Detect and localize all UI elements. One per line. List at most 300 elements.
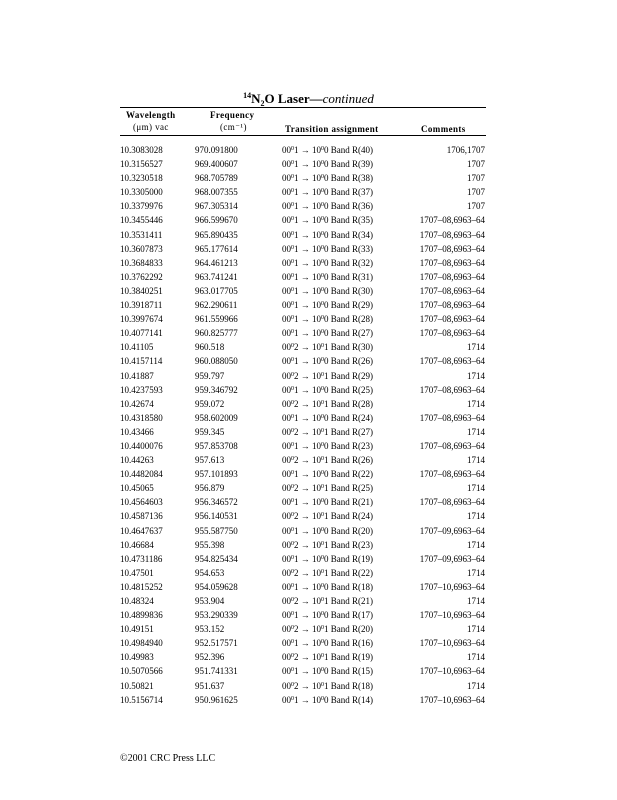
frequency-cell: 958.602009 — [195, 412, 238, 423]
wavelength-cell: 10.46684 — [120, 539, 154, 550]
frequency-cell: 954.653 — [195, 567, 225, 578]
table-row — [0, 679, 617, 693]
frequency-cell: 957.853708 — [195, 440, 238, 451]
comments-cell: 1707–09,6963–64 — [419, 553, 485, 564]
branch-label: R(21) — [352, 596, 373, 606]
transition-cell: $00^01 \to 10^00$ Band R(39) — [282, 159, 373, 170]
table-row — [0, 636, 617, 650]
upper-level: 1 — [294, 553, 299, 564]
table-row — [0, 369, 617, 383]
upper-level: 1 — [294, 271, 299, 282]
transition-cell: $00^01 \to 10^00$ Band R(16) — [282, 638, 373, 649]
branch-label: R(20) — [352, 525, 373, 536]
upper-level: 1 — [294, 666, 299, 677]
upper-level: 1 — [294, 159, 299, 170]
branch-label: R(36) — [352, 201, 373, 212]
wavelength-cell: 10.4984940 — [120, 638, 163, 649]
frequency-cell: 953.904 — [195, 596, 225, 606]
comments-cell: 1707–08,6963–64 — [419, 285, 485, 296]
lower-level: 0 — [324, 384, 329, 395]
branch-label: R(22) — [352, 567, 373, 578]
comments-cell: 1707 — [467, 173, 485, 184]
lower-level: 0 — [324, 581, 329, 592]
upper-level: 2 — [294, 426, 299, 437]
branch-label: R(14) — [352, 694, 373, 705]
lower-level: 0 — [324, 638, 329, 649]
transition-cell: $00^02 \to 10^01$ Band R(27) — [282, 426, 373, 437]
table-row — [0, 383, 617, 397]
upper-level: 1 — [294, 173, 299, 184]
lower-level: 1 — [324, 511, 329, 522]
comments-cell: 1707–08,6963–64 — [419, 384, 485, 395]
wavelength-cell: 10.5156714 — [120, 694, 163, 705]
wavelength-cell: 10.3455446 — [120, 215, 163, 226]
table-row — [0, 467, 617, 481]
isotope-number: 14 — [243, 91, 252, 100]
upper-level: 2 — [294, 624, 299, 635]
wavelength-cell: 10.42674 — [120, 398, 154, 409]
wavelength-cell: 10.4564603 — [120, 497, 163, 508]
lower-level: 1 — [324, 455, 329, 466]
upper-level: 2 — [294, 511, 299, 522]
upper-level: 1 — [294, 187, 299, 198]
transition-cell: $00^01 \to 10^00$ Band R(38) — [282, 173, 373, 184]
lower-level: 1 — [324, 370, 329, 381]
branch-label: R(32) — [352, 257, 373, 268]
comments-cell: 1714 — [467, 398, 485, 409]
branch-label: R(31) — [352, 271, 373, 282]
transition-cell: $00^01 \to 10^00$ Band R(25) — [282, 384, 373, 395]
frequency-cell: 964.461213 — [195, 257, 238, 268]
frequency-cell: 970.091800 — [195, 145, 238, 155]
frequency-cell: 966.599670 — [195, 215, 238, 226]
lower-level: 0 — [324, 271, 329, 282]
wavelength-cell: 10.49151 — [120, 624, 154, 635]
wavelength-cell: 10.4157114 — [120, 356, 163, 367]
lower-level: 1 — [324, 539, 329, 550]
wavelength-cell: 10.4899836 — [120, 610, 163, 621]
branch-label: R(39) — [352, 159, 373, 170]
lower-level: 1 — [324, 398, 329, 409]
table-row — [0, 453, 617, 467]
wavelength-cell: 10.3156527 — [120, 159, 163, 170]
frequency-cell: 956.346572 — [195, 497, 238, 508]
table-row — [0, 524, 617, 538]
wavelength-cell: 10.4237593 — [120, 384, 163, 395]
lower-level: 1 — [324, 483, 329, 494]
branch-label: R(34) — [352, 229, 373, 240]
comments-cell: 1707–08,6963–64 — [419, 328, 485, 339]
transition-cell: $00^02 \to 10^01$ Band R(28) — [282, 398, 373, 409]
top-rule — [120, 107, 486, 108]
title-suffix: O Laser— — [264, 91, 323, 106]
transition-cell: $00^01 \to 10^00$ Band R(36) — [282, 201, 373, 212]
transition-cell: $00^01 \to 10^00$ Band R(30) — [282, 285, 373, 296]
frequency-cell: 969.400607 — [195, 159, 238, 170]
transition-cell: $00^01 \to 10^00$ Band R(31) — [282, 271, 373, 282]
branch-label: R(23) — [352, 539, 373, 550]
frequency-cell: 960.088050 — [195, 356, 238, 367]
upper-level: 1 — [294, 328, 299, 339]
frequency-cell: 956.879 — [195, 483, 225, 494]
comments-cell: 1714 — [467, 483, 485, 494]
wavelength-cell: 10.4077141 — [120, 328, 163, 339]
wavelength-cell: 10.3230518 — [120, 173, 163, 184]
table-row — [0, 481, 617, 495]
table-row — [0, 439, 617, 453]
comments-cell: 1707–08,6963–64 — [419, 300, 485, 311]
upper-level: 1 — [294, 384, 299, 395]
wavelength-cell: 10.41887 — [120, 370, 154, 381]
comments-cell: 1707–08,6963–64 — [419, 356, 485, 367]
comments-cell: 1714 — [467, 426, 485, 437]
header-wavelength-unit: (μm) vac — [133, 122, 169, 132]
lower-level: 0 — [324, 525, 329, 536]
branch-label: R(21) — [352, 497, 373, 508]
lower-level: 0 — [324, 356, 329, 367]
molecule-subscript: 2 — [260, 99, 265, 108]
transition-cell: $00^01 \to 10^00$ Band R(33) — [282, 243, 373, 254]
lower-level: 0 — [324, 300, 329, 311]
frequency-cell: 957.101893 — [195, 469, 238, 480]
lower-level: 1 — [324, 680, 329, 691]
wavelength-cell: 10.4400076 — [120, 440, 163, 451]
frequency-cell: 950.961625 — [195, 694, 238, 705]
comments-cell: 1707–08,6963–64 — [419, 412, 485, 423]
lower-level: 0 — [324, 440, 329, 451]
frequency-cell: 955.398 — [195, 539, 225, 550]
wavelength-cell: 10.3997674 — [120, 314, 163, 325]
comments-cell: 1714 — [467, 680, 485, 691]
upper-level: 2 — [294, 539, 299, 550]
comments-cell: 1707–10,6963–64 — [419, 666, 485, 677]
lower-level: 0 — [324, 328, 329, 339]
frequency-cell: 953.290339 — [195, 610, 238, 621]
comments-cell: 1707–10,6963–64 — [419, 694, 485, 705]
comments-cell: 1707–10,6963–64 — [419, 610, 485, 621]
wavelength-cell: 10.4647637 — [120, 525, 163, 536]
branch-label: R(19) — [352, 652, 373, 663]
upper-level: 1 — [294, 412, 299, 423]
upper-level: 1 — [294, 145, 299, 155]
transition-cell: $00^01 \to 10^00$ Band R(19) — [282, 553, 373, 564]
table-row — [0, 425, 617, 439]
wavelength-cell: 10.41105 — [120, 342, 154, 353]
lower-level: 0 — [324, 229, 329, 240]
wavelength-cell: 10.3762292 — [120, 271, 163, 282]
transition-cell: $00^02 \to 10^01$ Band R(29) — [282, 370, 373, 381]
branch-label: R(38) — [352, 173, 373, 184]
table-row — [0, 171, 617, 185]
frequency-cell: 963.741241 — [195, 271, 238, 282]
comments-cell: 1714 — [467, 370, 485, 381]
branch-label: R(30) — [352, 342, 373, 353]
table-row — [0, 538, 617, 552]
transition-cell: $00^01 \to 10^00$ Band R(35) — [282, 215, 373, 226]
lower-level: 0 — [324, 187, 329, 198]
transition-cell: $00^02 \to 10^01$ Band R(25) — [282, 483, 373, 494]
branch-label: R(26) — [352, 455, 373, 466]
comments-cell: 1707–08,6963–64 — [419, 271, 485, 282]
comments-cell: 1707–08,6963–64 — [419, 497, 485, 508]
continued-label: continued — [322, 91, 374, 106]
table-row — [0, 411, 617, 425]
branch-label: R(27) — [352, 328, 373, 339]
comments-cell: 1707 — [467, 159, 485, 170]
table-row — [0, 340, 617, 354]
comments-cell: 1714 — [467, 539, 485, 550]
branch-label: R(22) — [352, 469, 373, 480]
upper-level: 1 — [294, 610, 299, 621]
table-row — [0, 509, 617, 523]
wavelength-cell: 10.4587136 — [120, 511, 163, 522]
table-row — [0, 326, 617, 340]
comments-cell: 1707–08,6963–64 — [419, 469, 485, 480]
upper-level: 1 — [294, 314, 299, 325]
lower-level: 0 — [324, 553, 329, 564]
lower-level: 0 — [324, 285, 329, 296]
branch-label: R(18) — [352, 581, 373, 592]
transition-cell: $00^02 \to 10^01$ Band R(18) — [282, 680, 373, 691]
upper-level: 1 — [294, 581, 299, 592]
table-row — [0, 580, 617, 594]
transition-cell: $00^01 \to 10^00$ Band R(14) — [282, 694, 373, 705]
wavelength-cell: 10.4318580 — [120, 412, 163, 423]
table-row — [0, 270, 617, 284]
branch-label: R(24) — [352, 412, 373, 423]
transition-cell: $00^02 \to 10^01$ Band R(26) — [282, 455, 373, 466]
lower-level: 0 — [324, 173, 329, 184]
wavelength-cell: 10.47501 — [120, 567, 154, 578]
upper-level: 1 — [294, 638, 299, 649]
frequency-cell: 968.705789 — [195, 173, 238, 184]
branch-label: R(28) — [352, 398, 373, 409]
transition-cell: $00^01 \to 10^00$ Band R(32) — [282, 257, 373, 268]
table-row — [0, 143, 617, 157]
comments-cell: 1707–08,6963–64 — [419, 229, 485, 240]
frequency-cell: 960.825777 — [195, 328, 238, 339]
branch-label: R(16) — [352, 638, 373, 649]
page-title — [0, 91, 617, 108]
lower-level: 1 — [324, 426, 329, 437]
frequency-cell: 951.637 — [195, 680, 225, 691]
frequency-cell: 963.017705 — [195, 285, 238, 296]
frequency-cell: 956.140531 — [195, 511, 238, 522]
transition-cell: $00^01 \to 10^00$ Band R(15) — [282, 666, 373, 677]
branch-label: R(33) — [352, 243, 373, 254]
branch-label: R(15) — [352, 666, 373, 677]
comments-cell: 1714 — [467, 511, 485, 522]
branch-label: R(18) — [352, 680, 373, 691]
frequency-cell: 968.007355 — [195, 187, 238, 198]
comments-cell: 1707–09,6963–64 — [419, 525, 485, 536]
transition-cell: $00^01 \to 10^00$ Band R(28) — [282, 314, 373, 325]
header-transition: Transition assignment — [285, 124, 379, 134]
lower-level: 0 — [324, 145, 329, 155]
lower-level: 1 — [324, 567, 329, 578]
table-row — [0, 199, 617, 213]
table-row — [0, 298, 617, 312]
wavelength-cell: 10.3840251 — [120, 285, 163, 296]
branch-label: R(28) — [352, 314, 373, 325]
branch-label: R(20) — [352, 624, 373, 635]
lower-level: 1 — [324, 342, 329, 353]
wavelength-cell: 10.3607873 — [120, 243, 163, 254]
table-row — [0, 256, 617, 270]
table-row — [0, 693, 617, 707]
comments-cell: 1707–08,6963–64 — [419, 314, 485, 325]
lower-level: 0 — [324, 243, 329, 254]
copyright-footer: ©2001 CRC Press LLC — [120, 753, 216, 764]
frequency-cell: 965.177614 — [195, 243, 238, 254]
table-row — [0, 185, 617, 199]
wavelength-cell: 10.3531411 — [120, 229, 163, 240]
header-comments: Comments — [421, 124, 466, 134]
comments-cell: 1707–10,6963–64 — [419, 581, 485, 592]
table-row — [0, 495, 617, 509]
transition-cell: $00^02 \to 10^01$ Band R(19) — [282, 652, 373, 663]
lower-level: 0 — [324, 666, 329, 677]
table-row — [0, 397, 617, 411]
lower-level: 0 — [324, 497, 329, 508]
upper-level: 1 — [294, 356, 299, 367]
frequency-cell: 951.741331 — [195, 666, 238, 677]
transition-cell: $00^01 \to 10^00$ Band R(21) — [282, 497, 373, 508]
frequency-cell: 954.059628 — [195, 581, 238, 592]
table-row — [0, 664, 617, 678]
table-row — [0, 622, 617, 636]
table-row — [0, 157, 617, 171]
comments-cell: 1707–08,6963–64 — [419, 257, 485, 268]
upper-level: 1 — [294, 229, 299, 240]
lower-level: 0 — [324, 159, 329, 170]
upper-level: 2 — [294, 680, 299, 691]
lower-level: 0 — [324, 610, 329, 621]
upper-level: 1 — [294, 285, 299, 296]
branch-label: R(23) — [352, 440, 373, 451]
wavelength-cell: 10.4815252 — [120, 581, 163, 592]
transition-cell: $00^01 \to 10^00$ Band R(18) — [282, 581, 373, 592]
transition-cell: $00^02 \to 10^01$ Band R(23) — [282, 539, 373, 550]
frequency-cell: 961.559966 — [195, 314, 238, 325]
comments-cell: 1714 — [467, 455, 485, 466]
lower-level: 0 — [324, 314, 329, 325]
frequency-cell: 959.345 — [195, 426, 225, 437]
transition-cell: $00^02 \to 10^01$ Band R(30) — [282, 342, 373, 353]
lower-level: 0 — [324, 215, 329, 226]
table-row — [0, 354, 617, 368]
comments-cell: 1707 — [467, 187, 485, 198]
frequency-cell: 967.305314 — [195, 201, 238, 212]
branch-label: R(40) — [352, 145, 373, 155]
upper-level: 1 — [294, 215, 299, 226]
comments-cell: 1714 — [467, 652, 485, 663]
branch-label: R(19) — [352, 553, 373, 564]
branch-label: R(26) — [352, 356, 373, 367]
branch-label: R(25) — [352, 384, 373, 395]
table-row — [0, 312, 617, 326]
branch-label: R(29) — [352, 370, 373, 381]
upper-level: 2 — [294, 455, 299, 466]
lower-level: 0 — [324, 694, 329, 705]
upper-level: 1 — [294, 440, 299, 451]
wavelength-cell: 10.43466 — [120, 426, 154, 437]
upper-level: 1 — [294, 243, 299, 254]
upper-level: 2 — [294, 342, 299, 353]
branch-label: R(25) — [352, 483, 373, 494]
branch-label: R(30) — [352, 285, 373, 296]
branch-label: R(17) — [352, 610, 373, 621]
frequency-cell: 952.396 — [195, 652, 225, 663]
upper-level: 1 — [294, 257, 299, 268]
upper-level: 1 — [294, 497, 299, 508]
wavelength-cell: 10.3379976 — [120, 201, 163, 212]
lower-level: 0 — [324, 412, 329, 423]
wavelength-cell: 10.4482084 — [120, 469, 163, 480]
upper-level: 1 — [294, 694, 299, 705]
transition-cell: $00^01 \to 10^00$ Band R(37) — [282, 187, 373, 198]
comments-cell: 1707–10,6963–64 — [419, 638, 485, 649]
transition-cell: $00^01 \to 10^00$ Band R(24) — [282, 412, 373, 423]
wavelength-cell: 10.44263 — [120, 455, 154, 466]
frequency-cell: 954.825434 — [195, 553, 238, 564]
transition-cell: $00^02 \to 10^01$ Band R(21) — [282, 596, 373, 606]
branch-label: R(35) — [352, 215, 373, 226]
table-row — [0, 608, 617, 622]
transition-cell: $00^02 \to 10^01$ Band R(20) — [282, 624, 373, 635]
table-row — [0, 228, 617, 242]
molecule-prefix: N — [251, 91, 261, 106]
header-frequency-unit: (cm⁻¹) — [220, 122, 247, 132]
header-wavelength: Wavelength — [126, 110, 176, 120]
upper-level: 2 — [294, 567, 299, 578]
wavelength-cell: 10.3684833 — [120, 257, 163, 268]
transition-cell: $00^01 \to 10^00$ Band R(26) — [282, 356, 373, 367]
upper-level: 2 — [294, 596, 299, 606]
comments-cell: 1707–08,6963–64 — [419, 215, 485, 226]
frequency-cell: 953.152 — [195, 624, 225, 635]
comments-cell: 1714 — [467, 624, 485, 635]
branch-label: R(27) — [352, 426, 373, 437]
frequency-cell: 955.587750 — [195, 525, 238, 536]
header-frequency: Frequency — [210, 110, 255, 120]
transition-cell: $00^01 \to 10^00$ Band R(20) — [282, 525, 373, 536]
comments-cell: 1707–08,6963–64 — [419, 440, 485, 451]
comments-cell: 1707 — [467, 201, 485, 212]
upper-level: 2 — [294, 398, 299, 409]
frequency-cell: 959.797 — [195, 370, 225, 381]
wavelength-cell: 10.3083028 — [120, 145, 163, 155]
transition-cell: $00^02 \to 10^01$ Band R(24) — [282, 511, 373, 522]
lower-level: 0 — [324, 257, 329, 268]
comments-cell: 1714 — [467, 342, 485, 353]
data-table — [0, 143, 617, 707]
lower-level: 0 — [324, 201, 329, 212]
upper-level: 2 — [294, 483, 299, 494]
branch-label: R(24) — [352, 511, 373, 522]
wavelength-cell: 10.49983 — [120, 652, 154, 663]
upper-level: 1 — [294, 201, 299, 212]
frequency-cell: 952.517571 — [195, 638, 238, 649]
upper-level: 2 — [294, 652, 299, 663]
transition-cell: $00^01 \to 10^00$ Band R(40) — [282, 145, 373, 155]
comments-cell: 1714 — [467, 567, 485, 578]
upper-level: 2 — [294, 370, 299, 381]
upper-level: 1 — [294, 525, 299, 536]
frequency-cell: 962.290611 — [195, 300, 238, 311]
lower-level: 0 — [324, 469, 329, 480]
wavelength-cell: 10.45065 — [120, 483, 154, 494]
